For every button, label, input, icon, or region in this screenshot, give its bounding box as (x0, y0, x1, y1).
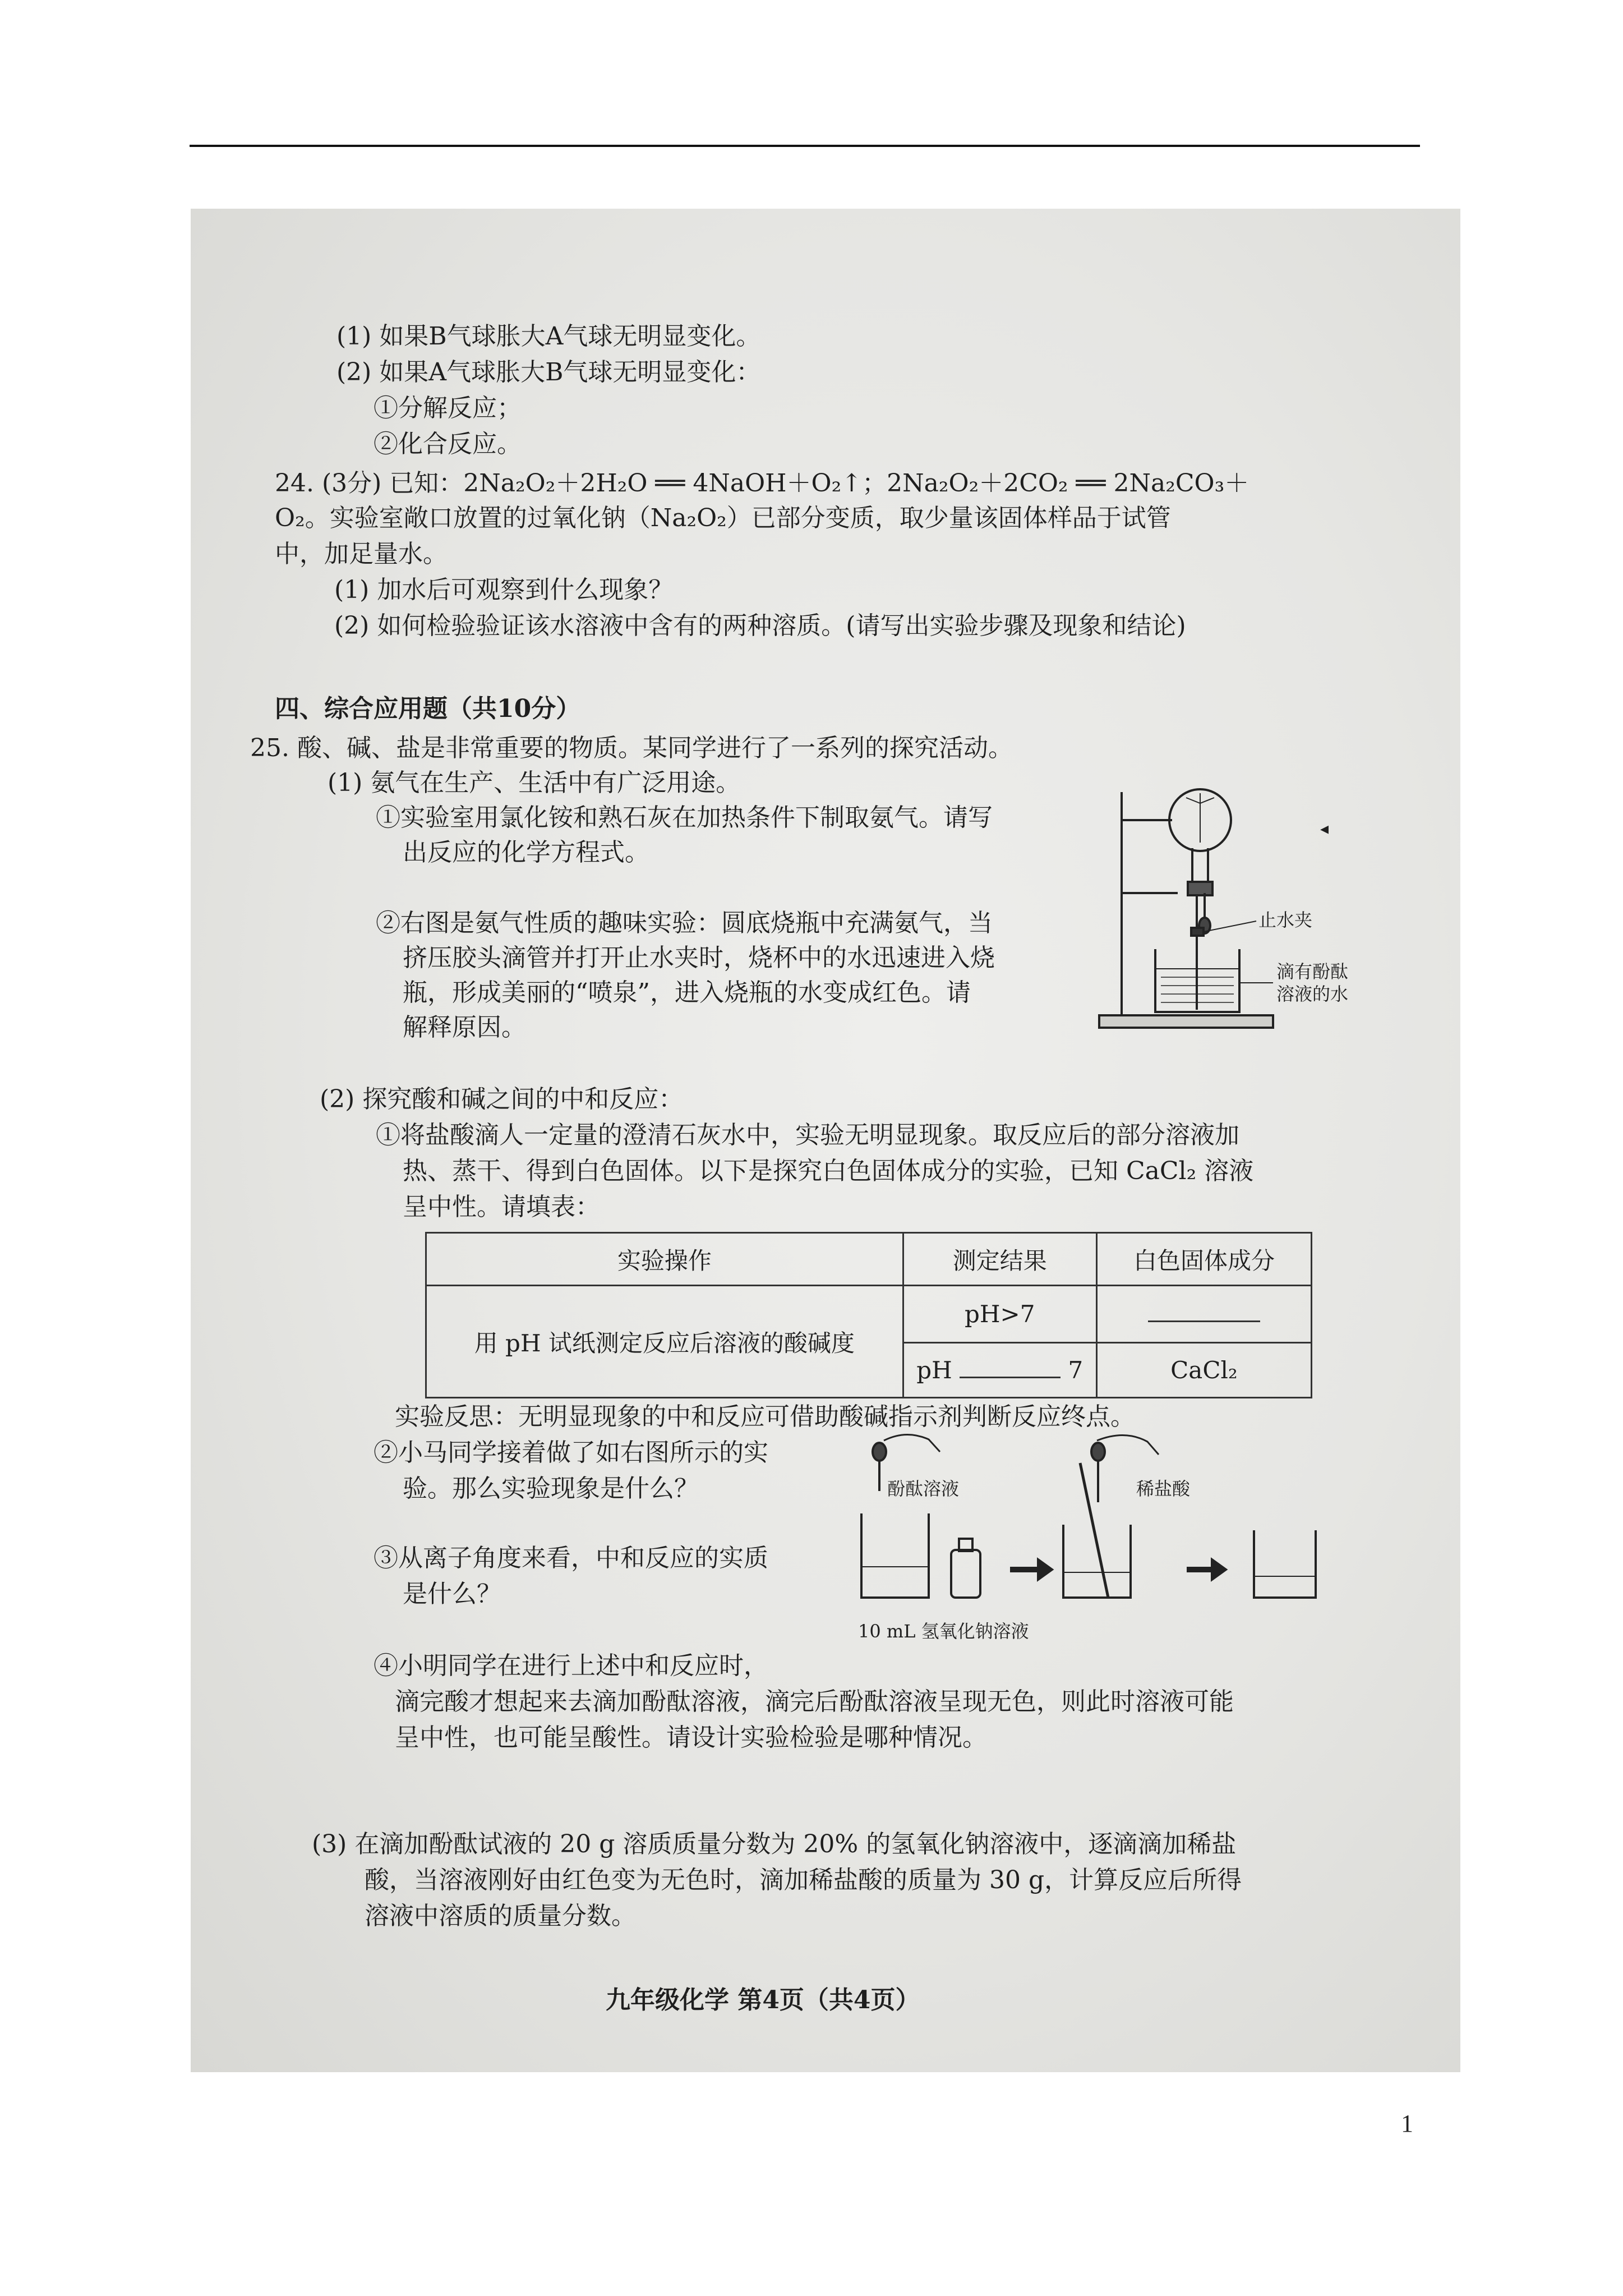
q25-2a-line-1: ①将盐酸滴人一定量的澄清石灰水中，实验无明显现象。取反应后的部分溶液加 (376, 1121, 1239, 1149)
ph-comparison-blank[interactable] (960, 1360, 1061, 1378)
q25-2c-line-2: 是什么？ (403, 1580, 501, 1608)
q23-option-1: ①分解反应； (374, 394, 522, 422)
q25-1b-line-1: ②右图是氨气性质的趣味实验：圆底烧瓶中充满氨气，当 (376, 909, 993, 937)
q23-option-2: ②化合反应。 (374, 430, 522, 458)
scan-footer: 九年级化学 第4页（共4页） (606, 1986, 920, 2014)
component-answer-blank[interactable] (1148, 1301, 1260, 1322)
q24-line-1: 24. (3分) 已知：2Na₂O₂＋2H₂O ══ 4NaOH＋O₂↑；2Na₂O₂＋2CO₂ ══ 2Na₂CO₃＋ (275, 469, 1249, 498)
q25-part-2: (2) 探究酸和碱之间的中和反应： (320, 1085, 684, 1114)
scanned-exam-page (191, 209, 1460, 2072)
q25-1a-line-2: 出反应的化学方程式。 (403, 838, 649, 867)
table-cell-operation: 用 pH 试纸测定反应后溶液的酸碱度 (426, 1286, 903, 1398)
q25-intro: 25. 酸、碱、盐是非常重要的物质。某同学进行了一系列的探究活动。 (250, 734, 1013, 762)
q24-line-3: 中，加足量水。 (275, 540, 448, 568)
fountain-apparatus-figure (1088, 781, 1447, 1039)
page-number: 1 (1401, 2110, 1413, 2137)
q25-1b-line-3: 瓶，形成美丽的“喷泉”，进入烧瓶的水变成红色。请 (403, 978, 971, 1007)
q25-2b-line-2: 验。那么实验现象是什么？ (403, 1474, 699, 1503)
q25-3-line-1: (3) 在滴加酚酞试液的 20 g 溶质质量分数为 20% 的氢氧化钠溶液中，逐滴滴加稀盐 (312, 1830, 1237, 1858)
q25-2a-line-3: 呈中性。请填表： (403, 1193, 600, 1221)
phenolphthalein-water-label-line-2: 溶液的水 (1276, 983, 1349, 1005)
table-cell-result-2[interactable] (903, 1343, 1096, 1398)
q25-2d-line-3: 呈中性，也可能呈酸性。请设计实验检验是哪种情况。 (395, 1723, 987, 1752)
q24-sub-2: (2) 如何检验验证该水溶液中含有的两种溶质。(请写出实验步骤及现象和结论) (334, 611, 1186, 640)
white-solid-experiment-table (425, 1232, 1312, 1398)
q25-2c-line-1: ③从离子角度来看，中和反应的实质 (374, 1544, 768, 1572)
section-4-heading: 四、综合应用题（共10分） (275, 694, 581, 723)
q25-1a-line-1: ①实验室用氯化铵和熟石灰在加热条件下制取氨气。请写 (376, 803, 993, 832)
table-cell-component-1[interactable] (1096, 1286, 1311, 1343)
stray-mark-icon: ◂ (1320, 819, 1329, 839)
table-header-component: 白色固体成分 (1096, 1233, 1311, 1286)
neutralization-sequence-figure (845, 1429, 1349, 1693)
phenolphthalein-water-label-line-1: 滴有酚酞 (1276, 961, 1349, 982)
ph-suffix: 7 (1068, 1356, 1083, 1384)
q25-2d-line-2: 滴完酸才想起来去滴加酚酞溶液，滴完后酚酞溶液呈现无色，则此时溶液可能 (395, 1687, 1234, 1716)
q25-part-1: (1) 氨气在生产、生活中有广泛用途。 (328, 769, 741, 797)
table-header-operation: 实验操作 (426, 1233, 903, 1286)
q25-3-line-2: 酸，当溶液刚好由红色变为无色时，滴加稀盐酸的质量为 30 g，计算反应后所得 (365, 1866, 1242, 1894)
q24-line-2: O₂。实验室敞口放置的过氧化钠（Na₂O₂）已部分变质，取少量该固体样品于试管 (275, 504, 1171, 532)
experiment-reflection: 实验反思：无明显现象的中和反应可借助酸碱指示剂判断反应终点。 (395, 1402, 1135, 1431)
table-cell-component-2: CaCl₂ (1096, 1343, 1311, 1398)
water-clamp-label: 止水夹 (1258, 909, 1313, 931)
q25-2a-line-2: 热、蒸干、得到白色固体。以下是探究白色固体成分的实验，已知 CaCl₂ 溶液 (403, 1157, 1254, 1185)
q25-2b-line-1: ②小马同学接着做了如右图所示的实 (374, 1438, 768, 1467)
table-header-result: 测定结果 (903, 1233, 1096, 1286)
q23-answer-1: (1) 如果B气球胀大A气球无明显变化。 (336, 322, 761, 351)
q24-sub-1: (1) 加水后可观察到什么现象？ (334, 576, 674, 604)
ph-prefix: pH (916, 1356, 952, 1384)
q25-2d-line-1: ④小明同学在进行上述中和反应时， (374, 1651, 768, 1680)
q25-1b-line-2: 挤压胶头滴管并打开止水夹时，烧杯中的水迅速进入烧 (403, 944, 995, 972)
header-rule (190, 145, 1420, 147)
table-cell-result-1: pH>7 (903, 1286, 1096, 1343)
q23-answer-2: (2) 如果A气球胀大B气球无明显变化： (336, 358, 761, 386)
dilute-hcl-label: 稀盐酸 (1136, 1478, 1191, 1499)
q25-3-line-3: 溶液中溶质的质量分数。 (365, 1902, 636, 1930)
naoh-solution-label: 10 mL 氢氧化钠溶液 (858, 1621, 1029, 1642)
q25-1b-line-4: 解释原因。 (403, 1013, 526, 1042)
phenolphthalein-solution-label: 酚酞溶液 (887, 1478, 960, 1499)
neutralization-sequence-drawing (845, 1429, 1349, 1693)
